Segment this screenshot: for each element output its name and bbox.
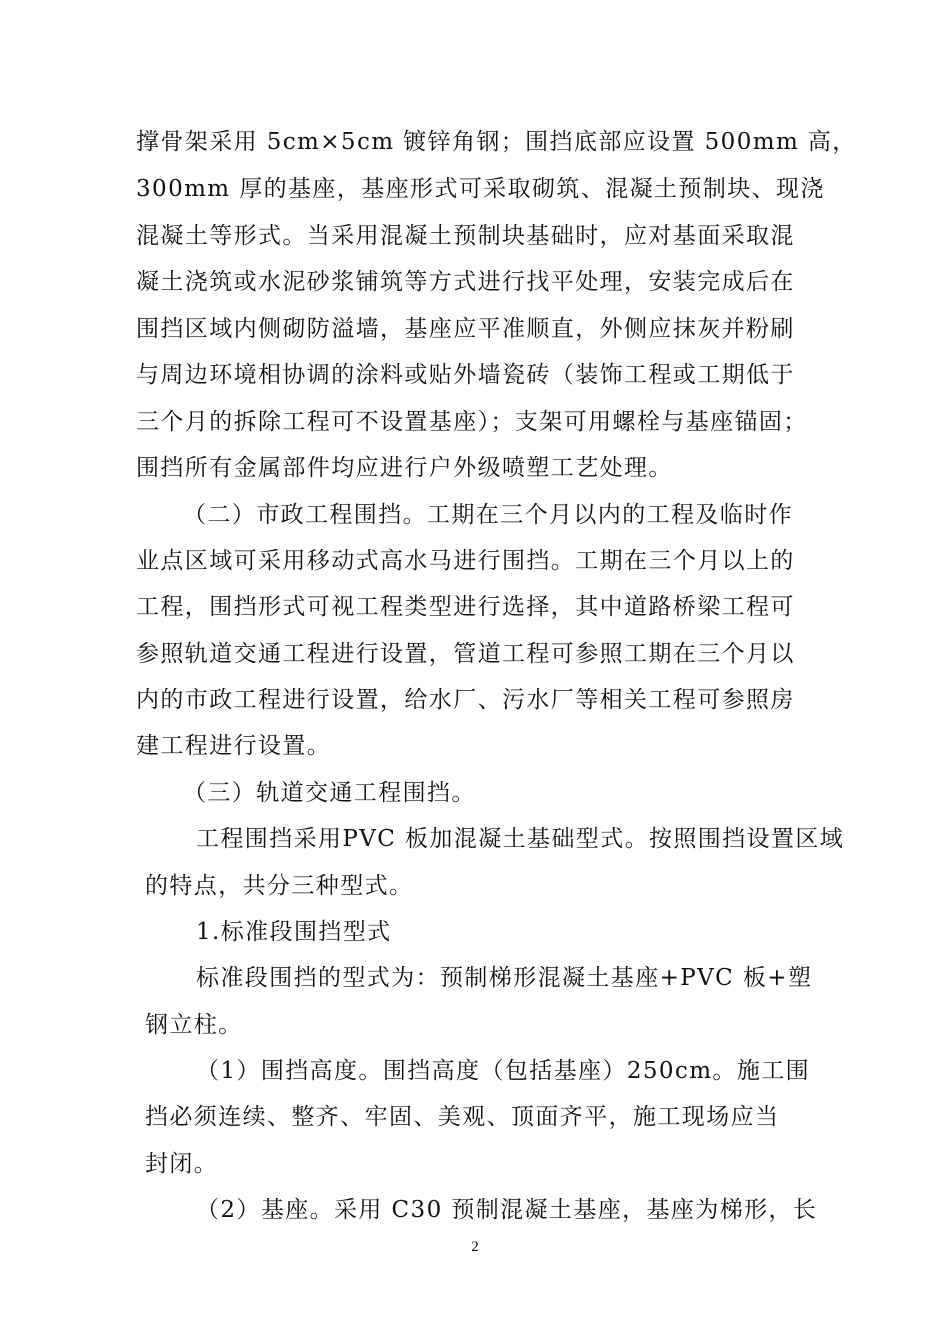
text-line-18: 1.标准段围挡型式 (196, 919, 392, 945)
text-line-9: （二）市政工程围挡。工期在三个月以内的工程及临时作 (183, 502, 793, 528)
text-line-3: 混凝土等形式。当采用混凝土预制块基础时，应对基面采取混 (136, 223, 795, 249)
text-line-4: 凝土浇筑或水泥砂浆铺筑等方式进行找平处理，安装完成后在 (136, 269, 795, 295)
text-line-12: 参照轨道交通工程进行设置，管道工程可参照工期在三个月以 (136, 641, 795, 667)
text-line-21: （1）围挡高度。围挡高度（包括基座）250cm。施工围 (196, 1058, 811, 1084)
text-line-14: 建工程进行设置。 (136, 733, 332, 759)
text-line-1: 撑骨架采用 5cm×5cm 镀锌角钢；围挡底部应设置 500mm 高， (136, 129, 857, 155)
text-line-17: 的特点，共分三种型式。 (145, 873, 414, 899)
text-line-5: 围挡区域内侧砌防溢墙，基座应平准顺直，外侧应抹灰并粉刷 (136, 316, 795, 342)
text-line-15: （三）轨道交通工程围挡。 (183, 780, 476, 806)
text-line-24: （2）基座。采用 C30 预制混凝土基座，基座为梯形，长 (196, 1197, 818, 1223)
text-line-2: 300mm 厚的基座，基座形式可采取砌筑、混凝土预制块、现浇 (136, 176, 825, 202)
text-line-16: 工程围挡采用PVC 板加混凝土基础型式。按照围挡设置区域 (196, 826, 845, 852)
text-line-6: 与周边环境相协调的涂料或贴外墙瓷砖（装饰工程或工期低于 (136, 362, 795, 388)
text-line-11: 工程，围挡形式可视工程类型进行选择，其中道路桥梁工程可 (136, 594, 795, 620)
text-line-20: 钢立柱。 (145, 1012, 243, 1038)
text-line-7: 三个月的拆除工程可不设置基座）；支架可用螺栓与基座锚固； (136, 409, 808, 435)
text-line-22: 挡必须连续、整齐、牢固、美观、顶面齐平，施工现场应当 (145, 1104, 780, 1130)
text-line-23: 封闭。 (145, 1151, 219, 1177)
text-line-10: 业点区域可采用移动式高水马进行围挡。工期在三个月以上的 (136, 548, 795, 574)
text-line-13: 内的市政工程进行设置，给水厂、污水厂等相关工程可参照房 (136, 687, 795, 713)
page-number: 2 (471, 1239, 479, 1255)
text-line-19: 标准段围挡的型式为：预制梯形混凝土基座+PVC 板+塑 (196, 965, 813, 991)
text-line-8: 围挡所有金属部件均应进行户外级喷塑工艺处理。 (136, 455, 673, 481)
